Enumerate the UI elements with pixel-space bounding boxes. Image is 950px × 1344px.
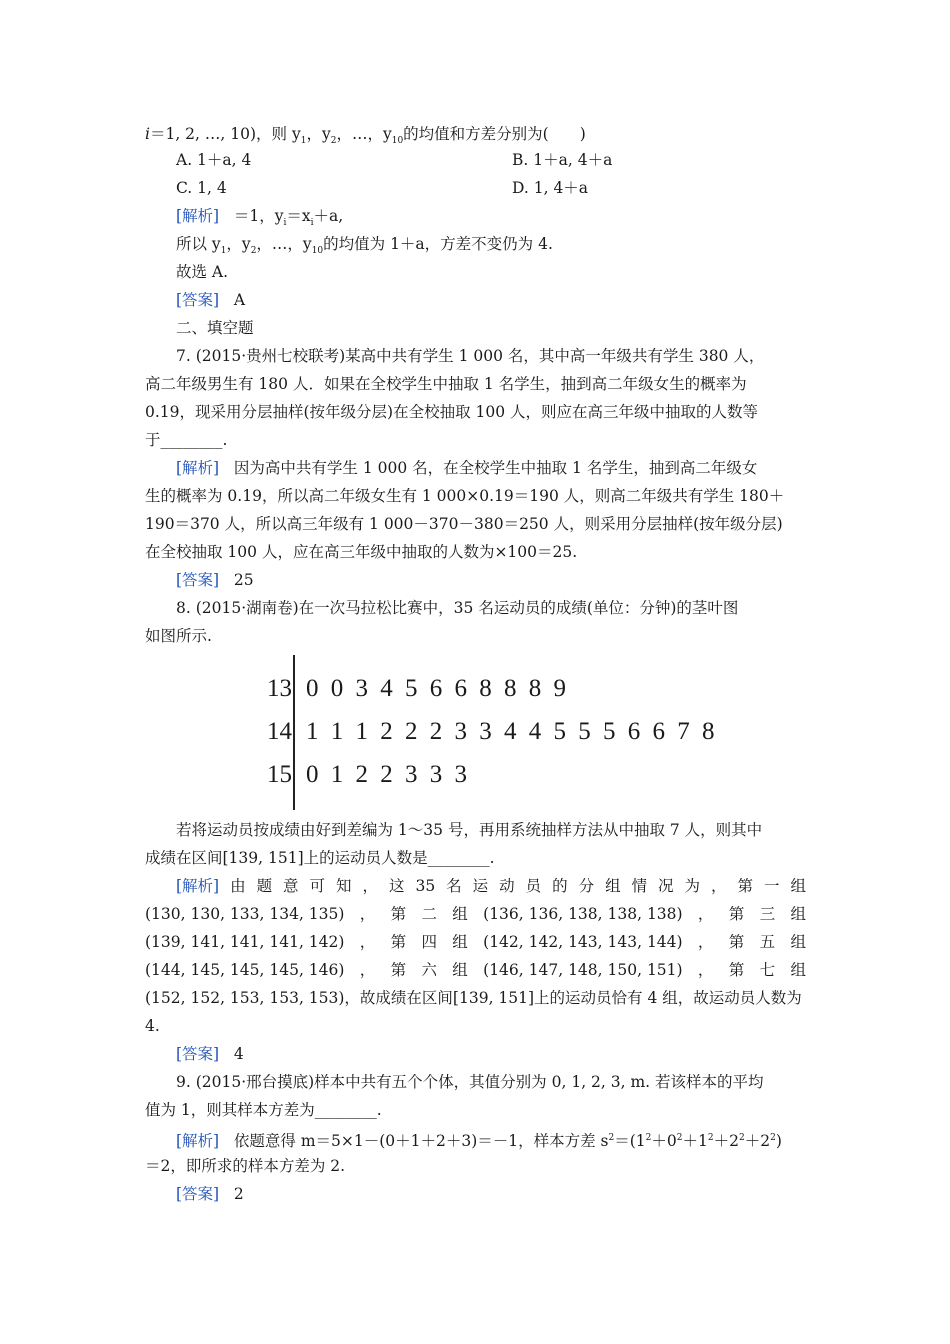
answer-tag: [答案] [176, 1185, 220, 1203]
q6-analysis-line3: 故选 A. [176, 263, 229, 281]
q6-stem-line: i＝1, 2, …, 10)，则 $y_1$，$y_2$，…，$y_{10}$的均值和方差分别为( ) [145, 125, 586, 147]
q8-question-line1: 若将运动员按成绩由好到差编为 1～35 号，再用系统抽样方法从中抽取 7 人，则其中 [176, 821, 763, 839]
q9-line1: 9. (2015·邢台摸底)样本中共有五个个体，其值分别为 0, 1, 2, 3, m. 若该样本的平均 [176, 1073, 764, 1091]
q7-analysis-line1: [解析] 因为高中共有学生 1 000 名，在全校学生中抽取 1 名学生，抽到高二年级女 [176, 459, 758, 477]
q8-analysis-line5: (152, 152, 153, 153, 153)，故成绩在区间[139, 151]上的运动员恰有 4 组，故运动员人数为 [145, 989, 802, 1007]
q8-analysis-line4: (144, 145, 145, 145, 146) ， 第 六 组 (146, 147, 148, 150, 151) ， 第 七 组 [145, 961, 806, 979]
q8-analysis-line1: [解析] 由 题 意 可 知 ， 这 35 名 运 动 员 的 分 组 情 况 为 ， 第 一 组 [176, 877, 806, 895]
analysis-tag: [解析] [176, 459, 220, 477]
q6-answer: [答案] A [176, 291, 246, 309]
answer-tag: [答案] [176, 1045, 220, 1063]
q8-question-line2: 成绩在区间[139, 151]上的运动员人数是________. [145, 849, 495, 867]
stem-leaf-plot [262, 655, 742, 810]
q8-answer: [答案] 4 [176, 1045, 244, 1063]
leaves-13: 0 0 3 4 5 6 6 8 8 8 9 [306, 675, 566, 702]
q6-option-a: A. 1＋a, 4 [176, 151, 252, 169]
q9-answer: [答案] 2 [176, 1185, 244, 1203]
leaves-14: 1 1 1 2 2 2 3 3 4 4 5 5 5 6 6 7 8 [306, 718, 715, 745]
q7-line2: 高二年级男生有 180 人．如果在全校学生中抽取 1 名学生，抽到高二年级女生的概率为 [145, 375, 747, 393]
q9-line2: 值为 1，则其样本方差为________. [145, 1101, 382, 1119]
stem-13: 13 [267, 675, 292, 702]
answer-tag: [答案] [176, 571, 220, 589]
analysis-tag: [解析] [176, 877, 220, 895]
q6-option-b: B. 1＋a, 4＋a [512, 151, 613, 169]
q8-analysis-line2: (130, 130, 133, 134, 135) ， 第 二 组 (136, 136, 138, 138, 138) ， 第 三 组 [145, 905, 806, 923]
q9-analysis-line2: ＝2，即所求的样本方差为 2. [145, 1157, 346, 1175]
stem-leaf-divider [293, 655, 295, 810]
q8-analysis-line3: (139, 141, 141, 141, 142) ， 第 四 组 (142, 142, 143, 143, 144) ， 第 五 组 [145, 933, 806, 951]
analysis-tag: [解析] [176, 1132, 220, 1151]
q7-analysis-line2: 生的概率为 0.19，所以高二年级女生有 1 000×0.19＝190 人，则高二年级共有学生 180＋ [145, 487, 785, 505]
analysis-tag: [解析] [176, 207, 220, 225]
q6-analysis: [解析] ＝1，$y_i=x_i+a$, [176, 207, 344, 229]
answer-tag: [答案] [176, 291, 220, 309]
q7-analysis-line3: 190＝370 人，所以高三年级有 1 000－370－380＝250 人，则采用分层抽样(按年级分层) [145, 515, 783, 533]
leaves-15: 0 1 2 2 3 3 3 [306, 761, 467, 788]
section-heading-fill-in: 二、填空题 [176, 319, 254, 337]
q7-analysis-line4: 在全校抽取 100 人，应在高三年级中抽取的人数为×100＝25. [145, 543, 578, 561]
q7-answer: [答案] 25 [176, 571, 254, 589]
q9-analysis-line1: [解析] 依题意得 m＝5×1－(0＋1＋2＋3)＝－1，样本方差 $s^2=(1^2+0^2+1^2+2^2+2^2)$ [176, 1132, 782, 1151]
q6-option-c: C. 1, 4 [176, 179, 227, 197]
stem-14: 14 [267, 718, 292, 745]
q7-line1: 7. (2015·贵州七校联考)某高中共有学生 1 000 名，其中高一年级共有学生 380 人， [176, 347, 765, 365]
q8-line1: 8. (2015·湖南卷)在一次马拉松比赛中，35 名运动员的成绩(单位：分钟)的茎叶图 [176, 599, 739, 617]
q7-line3: 0.19，现采用分层抽样(按年级分层)在全校抽取 100 人，则应在高三年级中抽取的人数等 [145, 403, 759, 421]
stem-15: 15 [267, 761, 292, 788]
q6-option-d: D. 1, 4＋a [512, 179, 589, 197]
q6-analysis-line2: 所以 $y_1$，$y_2$，…，$y_{10}$的均值为 1＋a，方差不变仍为 4. [176, 235, 553, 257]
q7-line4: 于________. [145, 431, 228, 449]
q8-analysis-line6: 4. [145, 1017, 160, 1035]
q8-line2: 如图所示. [145, 627, 212, 645]
